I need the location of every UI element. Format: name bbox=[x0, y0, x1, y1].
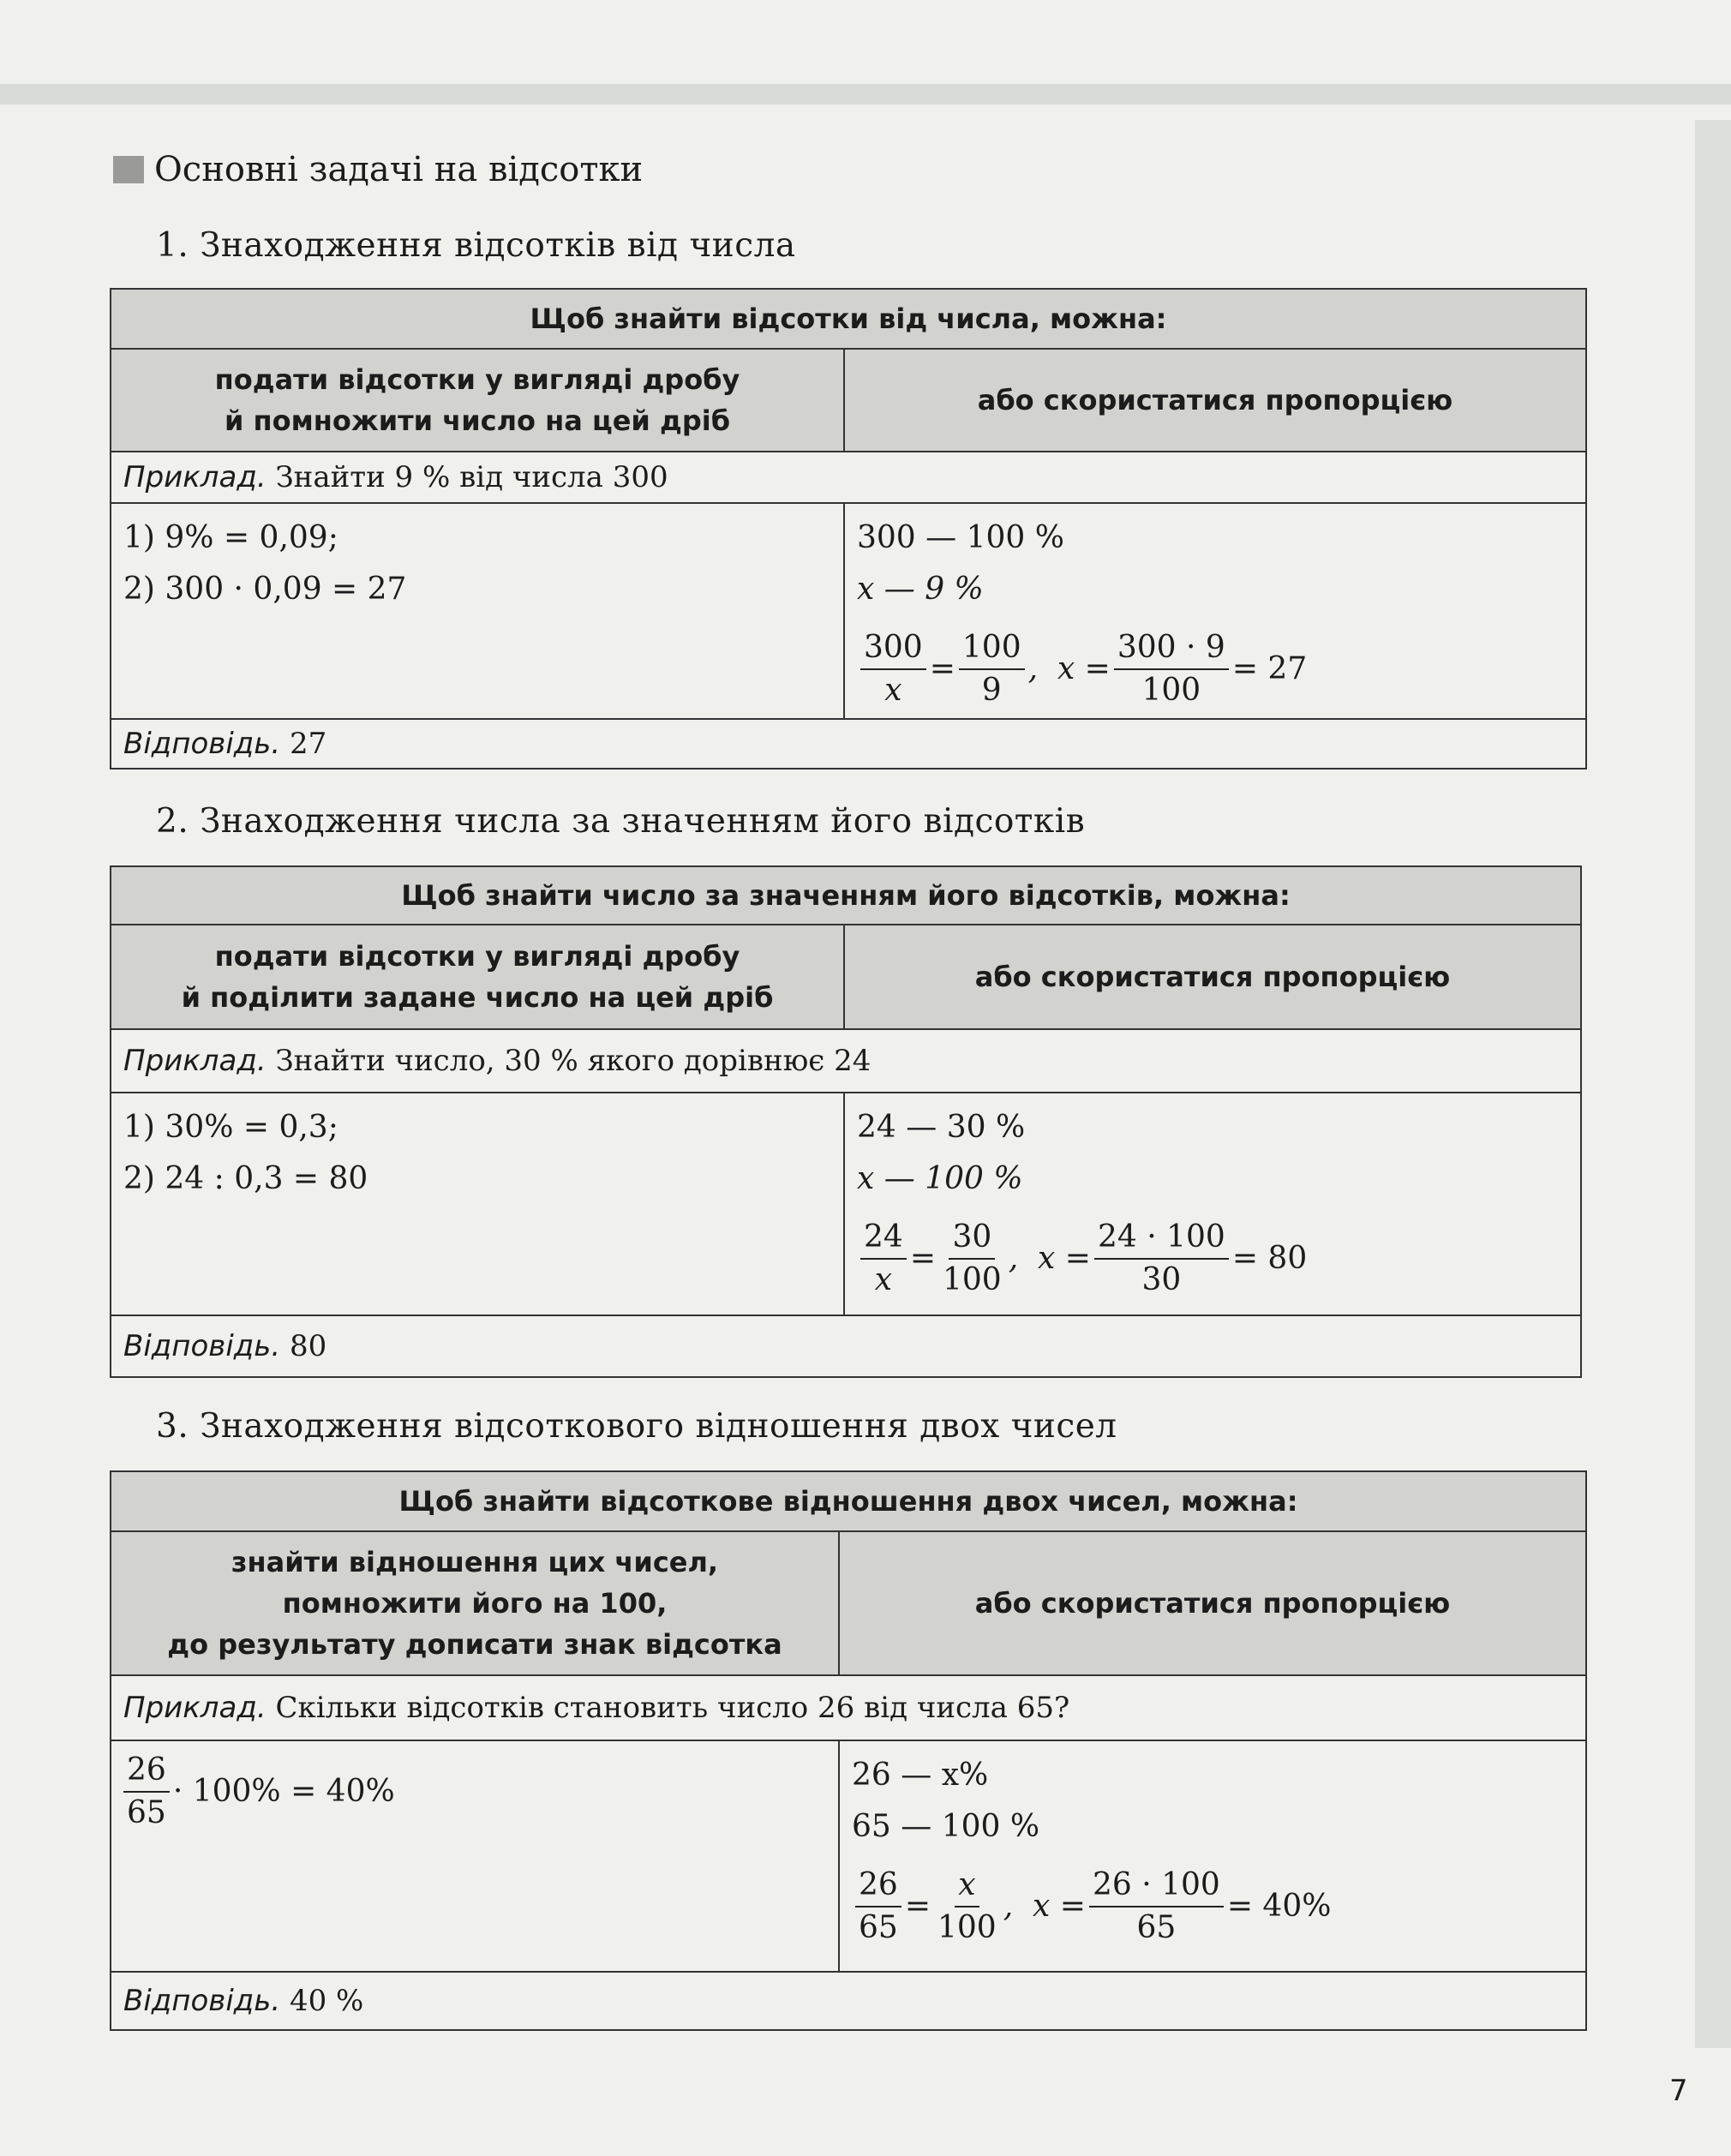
table-1-proportion bbox=[844, 503, 1586, 719]
ratio-equation bbox=[123, 1750, 826, 1834]
frac-num: 26 bbox=[123, 1750, 170, 1793]
proportion-line: 65 — 100 % bbox=[852, 1809, 1040, 1844]
answer-value: 80 bbox=[289, 1329, 327, 1363]
frac-num: 100 bbox=[959, 627, 1025, 670]
x-equals: , x = bbox=[1027, 651, 1111, 686]
subtitle-3: 3. Знаходження відсоткового відношення двох чисел bbox=[156, 1407, 1117, 1446]
x-equals: , x = bbox=[1003, 1889, 1086, 1924]
table-3-example bbox=[111, 1675, 1586, 1740]
table-2-left-header: подати відсотки у вигляді дробу й поділити задане число на цей дріб bbox=[111, 925, 844, 1029]
table-2-header: Щоб знайти число за значенням його відсотків, можна: bbox=[111, 866, 1581, 925]
table-2-left-solution bbox=[111, 1093, 844, 1315]
x-equals: , x = bbox=[1008, 1241, 1091, 1276]
result: = 27 bbox=[1231, 651, 1308, 686]
frac-den: 100 bbox=[1141, 673, 1201, 708]
frac-num: 26 bbox=[855, 1865, 901, 1907]
table-1-example bbox=[111, 452, 1586, 503]
right-margin-bar bbox=[1695, 120, 1731, 2048]
frac-num: 24 bbox=[860, 1217, 907, 1260]
frac-num: x bbox=[955, 1865, 979, 1907]
answer-value: 27 bbox=[289, 727, 327, 761]
table-2 bbox=[110, 865, 1582, 1378]
table-3-left-solution bbox=[111, 1740, 839, 1972]
subtitle-2: 2. Знаходження числа за значенням його відсотків bbox=[156, 802, 1086, 841]
frac-den: 9 bbox=[981, 673, 1002, 708]
frac-den: x bbox=[884, 673, 902, 708]
answer-label: Відповідь. bbox=[123, 727, 281, 761]
example-text: Знайти 9 % від числа 300 bbox=[275, 460, 668, 494]
table-3-answer bbox=[111, 1972, 1586, 2030]
frac-num: 300 bbox=[860, 627, 926, 670]
answer-label: Відповідь. bbox=[123, 1329, 281, 1363]
example-text: Скільки відсотків становить число 26 від числа 65? bbox=[275, 1691, 1070, 1725]
table-3 bbox=[110, 1470, 1587, 2031]
proportion-equation: $\frac{24}{x}$ = $\frac{30}{100}$ , x = $\frac{24 \cdot 100}{30}$ = 80 bbox=[857, 1217, 1568, 1301]
table-1-header: Щоб знайти відсотки від числа, можна: bbox=[111, 289, 1586, 349]
proportion-line: 26 — x% bbox=[852, 1758, 989, 1793]
section-title-text: Основні задачі на відсотки bbox=[154, 150, 644, 189]
table-2-proportion bbox=[844, 1093, 1581, 1315]
section-marker-icon bbox=[113, 156, 144, 183]
proportion-equation: $\frac{26}{65}$ = $\frac{x}{100}$ , x = $\frac{26 \cdot 100}{65}$ = 40% bbox=[852, 1865, 1573, 1949]
frac-den: 65 bbox=[127, 1795, 166, 1830]
solution-line: 1) 30% = 0,3; bbox=[123, 1110, 338, 1145]
table-1 bbox=[110, 288, 1587, 770]
proportion-line: 300 — 100 % bbox=[857, 520, 1064, 555]
frac-den: 30 bbox=[1141, 1262, 1182, 1297]
frac-num: 30 bbox=[949, 1217, 995, 1260]
table-1-left-solution bbox=[111, 503, 844, 719]
table-3-left-header: знайти відношення цих чисел, помножити його на 100, до результату дописати знак відсотка bbox=[111, 1531, 839, 1675]
table-2-example bbox=[111, 1029, 1581, 1093]
frac-num: 24 · 100 bbox=[1094, 1217, 1229, 1260]
section-title bbox=[113, 150, 643, 189]
proportion-line: x — 100 % bbox=[857, 1161, 1023, 1196]
table-1-left-header: подати відсотки у вигляді дробу й помножити число на цей дріб bbox=[111, 349, 844, 452]
frac-den: 65 bbox=[1136, 1910, 1177, 1945]
example-label: Приклад. bbox=[123, 1691, 267, 1725]
frac-den: 100 bbox=[937, 1910, 997, 1945]
table-2-right-header: або скористатися пропорцією bbox=[844, 925, 1581, 1029]
example-label: Приклад. bbox=[123, 460, 267, 494]
solution-line: 2) 300 · 0,09 = 27 bbox=[123, 572, 407, 607]
answer-label: Відповідь. bbox=[123, 1984, 281, 2018]
proportion-line: 24 — 30 % bbox=[857, 1110, 1026, 1145]
ratio-tail: · 100% = 40% bbox=[172, 1774, 395, 1809]
proportion-line: x — 9 % bbox=[857, 572, 984, 607]
table-3-header: Щоб знайти відсоткове відношення двох чисел, можна: bbox=[111, 1471, 1586, 1531]
frac-den: 65 bbox=[859, 1910, 898, 1945]
table-2-answer bbox=[111, 1315, 1581, 1377]
solution-line: 2) 24 : 0,3 = 80 bbox=[123, 1161, 368, 1196]
frac-num: 26 · 100 bbox=[1089, 1865, 1224, 1907]
table-1-answer bbox=[111, 719, 1586, 769]
subtitle-1: 1. Знаходження відсотків від числа bbox=[156, 226, 796, 265]
example-text: Знайти число, 30 % якого дорівнює 24 bbox=[275, 1044, 871, 1078]
example-label: Приклад. bbox=[123, 1044, 267, 1078]
result: = 80 bbox=[1231, 1241, 1308, 1276]
table-3-proportion bbox=[839, 1740, 1586, 1972]
result: = 40% bbox=[1226, 1889, 1332, 1924]
top-header-bar bbox=[0, 84, 1731, 105]
proportion-equation: $\frac{300}{x}$ = $\frac{100}{9}$ , x = $\frac{300 \cdot 9}{100}$ = 27 bbox=[857, 627, 1573, 711]
frac-den: x bbox=[874, 1262, 893, 1297]
table-1-right-header: або скористатися пропорцією bbox=[844, 349, 1586, 452]
frac-den: 100 bbox=[942, 1262, 1002, 1297]
answer-value: 40 % bbox=[289, 1984, 364, 2018]
page-number: 7 bbox=[1669, 2074, 1688, 2108]
table-3-right-header: або скористатися пропорцією bbox=[839, 1531, 1586, 1675]
solution-line: 1) 9% = 0,09; bbox=[123, 520, 338, 555]
frac-num: 300 · 9 bbox=[1114, 627, 1229, 670]
